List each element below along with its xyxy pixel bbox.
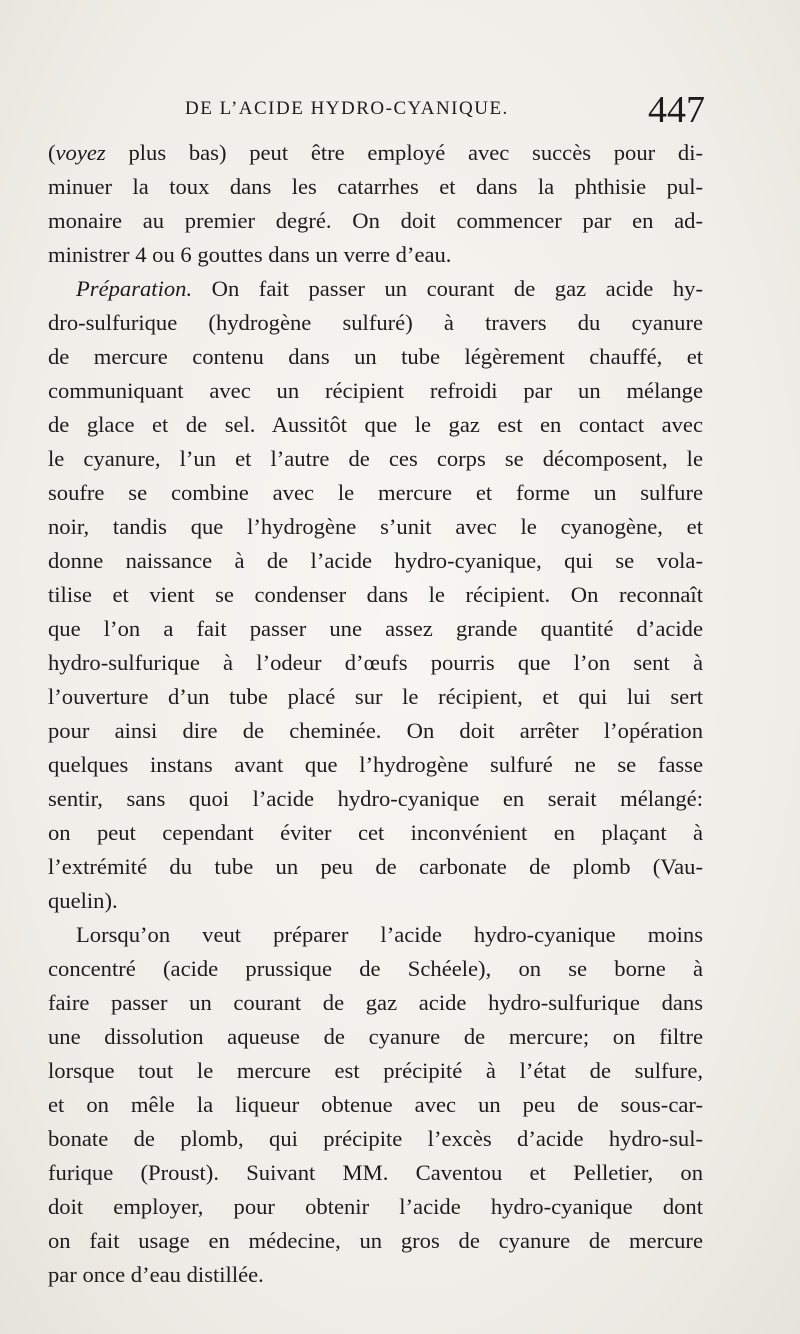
text-line: faire passer un courant de gaz acide hydro-sulfurique dans [48, 990, 703, 1015]
text-line: bonate de plomb, qui précipite l’excès d’acide hydro-sul- [48, 1126, 703, 1151]
text-line: dro-sulfurique (hydrogène sulfuré) à travers du cyanure [48, 310, 703, 335]
text-line: de mercure contenu dans un tube légèrement chauffé, et [48, 344, 703, 369]
text-line: on peut cependant éviter cet inconvénient en plaçant à [48, 820, 703, 845]
text-line: concentré (acide prussique de Schéele), on se borne à [48, 956, 703, 981]
text-line: l’extrémité du tube un peu de carbonate de plomb (Vau- [48, 854, 703, 879]
text-line: hydro-sulfurique à l’odeur d’œufs pourris que l’on sent à [48, 650, 703, 675]
text-line: tilise et vient se condenser dans le récipient. On reconnaît [48, 582, 703, 607]
text-line: Préparation. On fait passer un courant de gaz acide hy- [76, 276, 703, 301]
text-line: soufre se combine avec le mercure et forme un sulfure [48, 480, 703, 505]
body-text [48, 136, 703, 1292]
text-line: sentir, sans quoi l’acide hydro-cyanique en serait mélangé: [48, 786, 703, 811]
running-head: DE L’ACIDE HYDRO-CYANIQUE. [185, 98, 509, 119]
text-line: le cyanure, l’un et l’autre de ces corps se décomposent, le [48, 446, 703, 471]
page-header [185, 88, 705, 138]
text-line: (voyez plus bas) peut être employé avec succès pour di- [48, 140, 703, 165]
text-line: de glace et de sel. Aussitôt que le gaz est en contact avec [48, 412, 703, 437]
text-line: une dissolution aqueuse de cyanure de mercure; on filtre [48, 1024, 703, 1049]
text-line: Lorsqu’on veut préparer l’acide hydro-cyanique moins [76, 922, 703, 947]
text-line: monaire au premier degré. On doit commencer par en ad- [48, 208, 703, 233]
text-line: furique (Proust). Suivant MM. Caventou et Pelletier, on [48, 1160, 703, 1185]
text-line: ministrer 4 ou 6 gouttes dans un verre d’eau. [48, 242, 452, 267]
text-line: minuer la toux dans les catarrhes et dans la phthisie pul- [48, 174, 703, 199]
page-number: 447 [648, 89, 705, 131]
text-line: donne naissance à de l’acide hydro-cyanique, qui se vola- [48, 548, 703, 573]
text-line: doit employer, pour obtenir l’acide hydro-cyanique dont [48, 1194, 703, 1219]
text-line: par once d’eau distillée. [48, 1262, 264, 1287]
text-line: lorsque tout le mercure est précipité à l’état de sulfure, [48, 1058, 703, 1083]
text-line: que l’on a fait passer une assez grande quantité d’acide [48, 616, 703, 641]
text-line: noir, tandis que l’hydrogène s’unit avec le cyanogène, et [48, 514, 703, 539]
text-line: communiquant avec un récipient refroidi par un mélange [48, 378, 703, 403]
text-line: quelin). [48, 888, 118, 913]
text-line: pour ainsi dire de cheminée. On doit arrêter l’opération [48, 718, 703, 743]
text-line: on fait usage en médecine, un gros de cyanure de mercure [48, 1228, 703, 1253]
text-line: l’ouverture d’un tube placé sur le récipient, et qui lui sert [48, 684, 703, 709]
text-line: et on mêle la liqueur obtenue avec un peu de sous-car- [48, 1092, 703, 1117]
text-line: quelques instans avant que l’hydrogène sulfuré ne se fasse [48, 752, 703, 777]
